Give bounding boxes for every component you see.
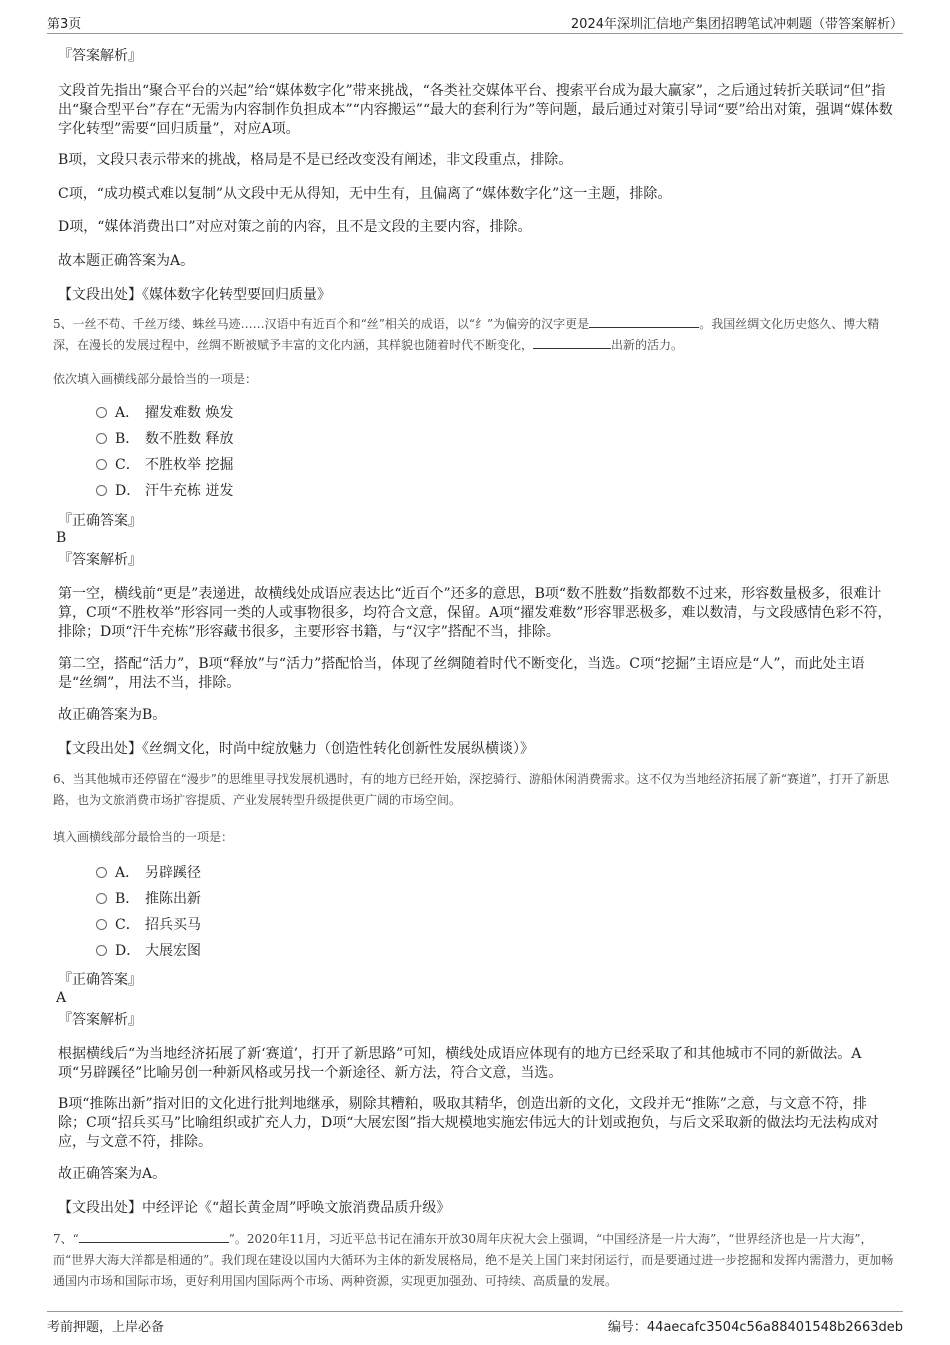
q6-analysis-p2: B项“推陈出新”指对旧的文化进行批判地继承，剔除其糟粕，吸取其精华，创造出新的文化，文段并无“推陈”之意，与文意不符，排除；C项“招兵买马”比喻组织或扩充人力，D项“大展宏图”指大规模地实施宏伟远大的计划或抱负，与后文采取新的做法均无法构成对应，与文意不符，排除。	[58, 1096, 879, 1150]
q5-stem-part2: 。我国丝绸文化历史悠久、博大精深，在漫长的发展过程中，丝绸不断被赋予丰富的文化内涵，其样貌也随着时代不断变化，	[53, 317, 880, 352]
radio-icon[interactable]	[96, 433, 107, 444]
radio-icon[interactable]	[96, 485, 107, 496]
page-footer	[47, 1311, 903, 1336]
q5-option-d[interactable]: D． 汗牛充栋 迸发	[96, 481, 233, 501]
q5-analysis-p2: 第二空，搭配“活力”，B项“释放”与“活力”搭配恰当，体现了丝绸随着时代不断变化，当选。C项“挖掘”主语应是“人”，而此处主语是“丝绸”，用法不当，排除。	[58, 656, 865, 691]
q6-option-b[interactable]: B． 推陈出新	[96, 889, 201, 909]
q6-option-c[interactable]: C． 招兵买马	[96, 915, 201, 935]
radio-icon[interactable]	[96, 919, 107, 930]
q6-conclusion: 故正确答案为A。	[58, 1166, 167, 1182]
footer-slogan: 考前押题，上岸必备	[47, 1320, 165, 1335]
q6-prompt: 填入画横线部分最恰当的一项是：	[53, 830, 234, 844]
q5-blank-2	[533, 336, 611, 349]
q4-conclusion: 故本题正确答案为A。	[58, 253, 195, 269]
q6-analysis-label: 『答案解析』	[58, 1012, 142, 1028]
q6-stem: 6、当其他城市还停留在“漫步”的思维里寻找发展机遇时，有的地方已经开始，深挖骑行、游船休闲消费需求。这不仅为当地经济拓展了新“赛道”，打开了新思路，也为文旅消费市场扩容提质、产业发展转型升级提供更广阔的市场空间。	[53, 772, 890, 807]
page-header	[47, 11, 903, 34]
radio-icon[interactable]	[96, 867, 107, 878]
document-title: 2024年深圳汇信地产集团招聘笔试冲刺题（带答案解析）	[570, 17, 903, 32]
q4-analysis-label: 『答案解析』	[58, 48, 142, 64]
q7-blank	[79, 1230, 229, 1243]
q5-analysis-label: 『答案解析』	[58, 552, 142, 568]
q5-analysis-p1: 第一空，横线前“更是”表递进，故横线处成语应表达比“近百个”还多的意思，B项“数不胜数”指数都数不过来，形容数量极多，很难计算，C项“不胜枚举”形容同一类的人或事物很多，均符合文意，保留。A项“擢发难数”形容罪恶极多，难以数清，与文段感情色彩不符，排除；D项“汗牛充栋”形容藏书很多，主要形容书籍，与“汉字”搭配不当，排除。	[58, 586, 892, 640]
q6-correct-label: 『正确答案』	[58, 972, 142, 988]
q5-correct-label: 『正确答案』	[58, 513, 142, 529]
q5-blank-1	[589, 315, 699, 328]
q4-source: 【文段出处】《媒体数字化转型要回归质量》	[58, 287, 331, 303]
page-number: 第3页	[47, 17, 82, 32]
q4-analysis-p3: C项，“成功模式难以复制”从文段中无从得知，无中生有，且偏离了“媒体数字化”这一主题，排除。	[58, 186, 672, 202]
radio-icon[interactable]	[96, 945, 107, 956]
q7-stem	[53, 1229, 899, 1292]
q5-source: 【文段出处】《丝绸文化，时尚中绽放魅力（创造性转化创新性发展纵横谈）》	[58, 741, 534, 757]
q5-option-c[interactable]: C． 不胜枚举 挖掘	[96, 455, 233, 475]
q5-prompt: 依次填入画横线部分最恰当的一项是：	[53, 372, 258, 386]
q5-option-b[interactable]: B． 数不胜数 释放	[96, 429, 233, 449]
q7-stem-part2: ”。2020年11月，习近平总书记在浦东开放30周年庆祝大会上强调，“中国经济是一片大海”，“世界经济也是一片大海”，而“世界大海大洋都是相通的”。我们现在建设以国内大循环为主体的新发展格局，绝不是关上国门来封闭运行，而是要通过进一步挖掘和发挥内需潜力，更加畅通国内市场和国际市场，更好利用国内国际两个市场、两种资源，实现更加强劲、可持续、高质量的发展。	[53, 1232, 894, 1288]
q5-option-a[interactable]: A． 擢发难数 焕发	[96, 403, 233, 423]
q6-source: 【文段出处】中经评论《“超长黄金周”呼唤文旅消费品质升级》	[58, 1200, 451, 1216]
q5-stem-part3: 出新的活力。	[611, 338, 684, 352]
q7-stem-part1: 7、“	[53, 1232, 79, 1246]
radio-icon[interactable]	[96, 407, 107, 418]
radio-icon[interactable]	[96, 893, 107, 904]
q6-option-d[interactable]: D． 大展宏图	[96, 941, 201, 961]
radio-icon[interactable]	[96, 459, 107, 470]
q5-stem	[53, 314, 899, 356]
q5-conclusion: 故正确答案为B。	[58, 707, 167, 723]
q4-analysis-p4: D项，“媒体消费出口”对应对策之前的内容，且不是文段的主要内容，排除。	[58, 219, 532, 235]
q6-correct-answer: A	[56, 990, 67, 1006]
q5-correct-answer: B	[56, 530, 67, 546]
q5-stem-part1: 5、一丝不苟、千丝万缕、蛛丝马迹……汉语中有近百个和“丝”相关的成语，以“纟”为偏旁的汉字更是	[53, 317, 590, 331]
q4-analysis-p1: 文段首先指出“聚合平台的兴起”给“媒体数字化”带来挑战，“各类社交媒体平台、搜索平台成为最大赢家”，之后通过转折关联词“但”指出“聚合型平台”存在“无需为内容制作负担成本”“内容搬运”“最大的套利行为”等问题，最后通过对策引导词“要”给出对策，强调“媒体数字化转型”需要“回归质量”，对应A项。	[58, 83, 893, 137]
q6-analysis-p1: 根据横线后“为当地经济拓展了新‘赛道’，打开了新思路”可知，横线处成语应体现有的地方已经采取了和其他城市不同的新做法。A项“另辟蹊径”比喻另创一种新风格或另找一个新途径、新方法，符合文意，当选。	[58, 1046, 862, 1081]
q4-analysis-p2: B项，文段只表示带来的挑战，格局是不是已经改变没有阐述，非文段重点，排除。	[58, 152, 573, 168]
q6-option-a[interactable]: A． 另辟蹊径	[96, 863, 201, 883]
document-code: 编号：44aecafc3504c56a88401548b2663deb	[607, 1320, 903, 1335]
